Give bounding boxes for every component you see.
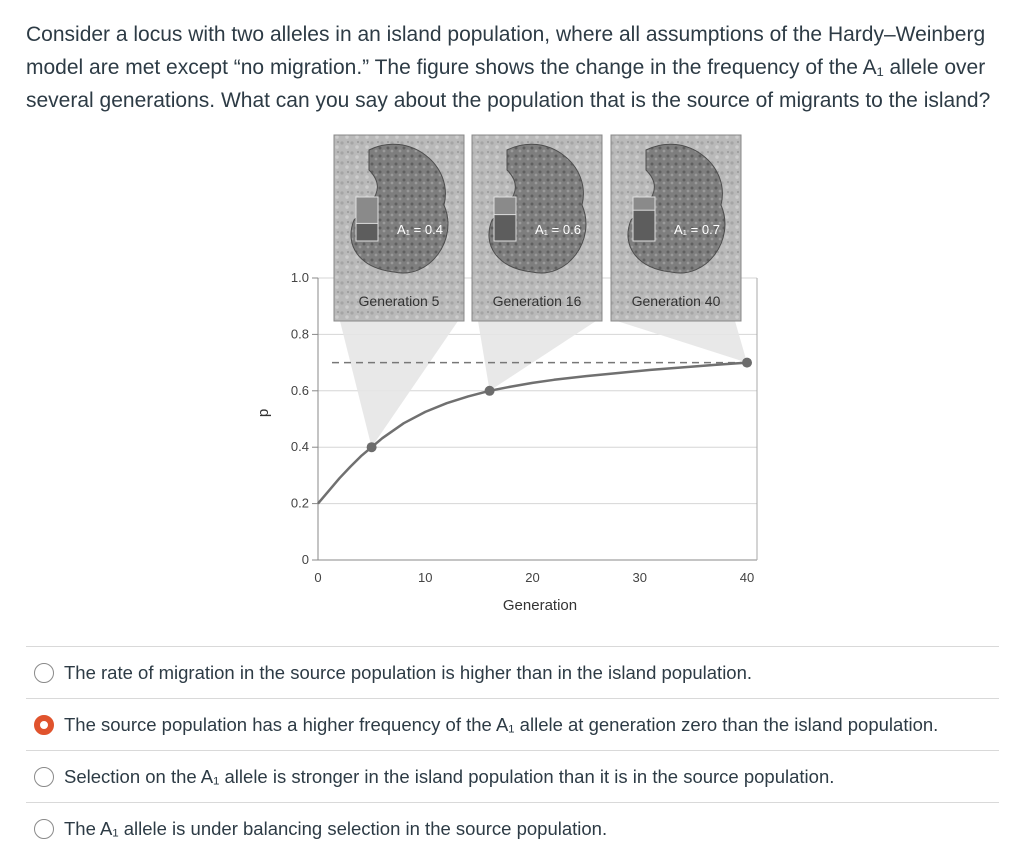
radio-button[interactable] bbox=[34, 819, 54, 839]
x-tick-label: 0 bbox=[314, 570, 322, 585]
frequency-bar-fill bbox=[356, 197, 378, 223]
x-tick-label: 40 bbox=[739, 570, 755, 585]
answer-text: The rate of migration in the source population is higher than in the island population. bbox=[64, 661, 753, 683]
island-panel bbox=[334, 135, 464, 321]
x-tick-label: 30 bbox=[632, 570, 647, 585]
answer-option-2[interactable] bbox=[26, 698, 999, 750]
generation-label: Generation 16 bbox=[492, 293, 582, 309]
allele-frequency-figure bbox=[250, 130, 770, 620]
y-tick-label: 0.4 bbox=[290, 439, 309, 455]
answer-option-3[interactable] bbox=[26, 750, 999, 802]
callout-cone bbox=[478, 321, 596, 391]
island-panels bbox=[334, 135, 741, 321]
island-panel bbox=[472, 135, 602, 321]
radio-button[interactable] bbox=[34, 663, 54, 683]
island-panel bbox=[611, 135, 741, 321]
x-axis-label: Generation bbox=[502, 597, 578, 614]
y-axis-label: p bbox=[255, 408, 272, 418]
question-text: Consider a locus with two alleles in an island population, where all assumptions of the Hardy–Weinberg model are met except “no migration.” The figure shows the change in the frequency of the A₁ allele over several generations. What can you say about the population that is the source of migrants to the island? bbox=[26, 23, 991, 112]
radio-button[interactable] bbox=[34, 767, 54, 787]
data-point bbox=[742, 358, 752, 368]
answer-text: Selection on the A₁ allele is stronger in the island population than it is in the source population. bbox=[64, 765, 835, 787]
y-tick-label: 0.8 bbox=[290, 326, 309, 342]
callout-cone bbox=[340, 321, 458, 447]
frequency-label: A₁ = 0.7 bbox=[674, 222, 720, 237]
answer-option-4[interactable] bbox=[26, 802, 999, 854]
data-point bbox=[485, 386, 495, 396]
callout-cone bbox=[617, 321, 747, 363]
generation-label: Generation 5 bbox=[358, 293, 440, 309]
data-point bbox=[367, 442, 377, 452]
frequency-label: A₁ = 0.6 bbox=[535, 222, 581, 237]
frequency-label: A₁ = 0.4 bbox=[397, 222, 443, 237]
callout-cones bbox=[340, 321, 747, 447]
y-tick-label: 1.0 bbox=[290, 270, 309, 285]
answer-text: The A₁ allele is under balancing selection in the source population. bbox=[64, 817, 608, 839]
allele-frequency-chart bbox=[250, 130, 770, 620]
x-tick-label: 10 bbox=[418, 570, 433, 585]
answer-option-1[interactable] bbox=[26, 646, 999, 698]
frequency-bar-fill bbox=[494, 197, 516, 215]
x-tick-label: 20 bbox=[525, 570, 540, 585]
answer-text: The source population has a higher frequency of the A₁ allele at generation zero than the island population. bbox=[64, 713, 939, 735]
y-tick-label: 0 bbox=[301, 552, 309, 567]
y-tick-label: 0.2 bbox=[290, 495, 309, 511]
answer-list bbox=[26, 646, 999, 854]
generation-label: Generation 40 bbox=[631, 293, 721, 309]
radio-button-selected[interactable] bbox=[34, 715, 54, 735]
y-tick-label: 0.6 bbox=[290, 382, 309, 398]
frequency-bar-fill bbox=[633, 197, 655, 210]
